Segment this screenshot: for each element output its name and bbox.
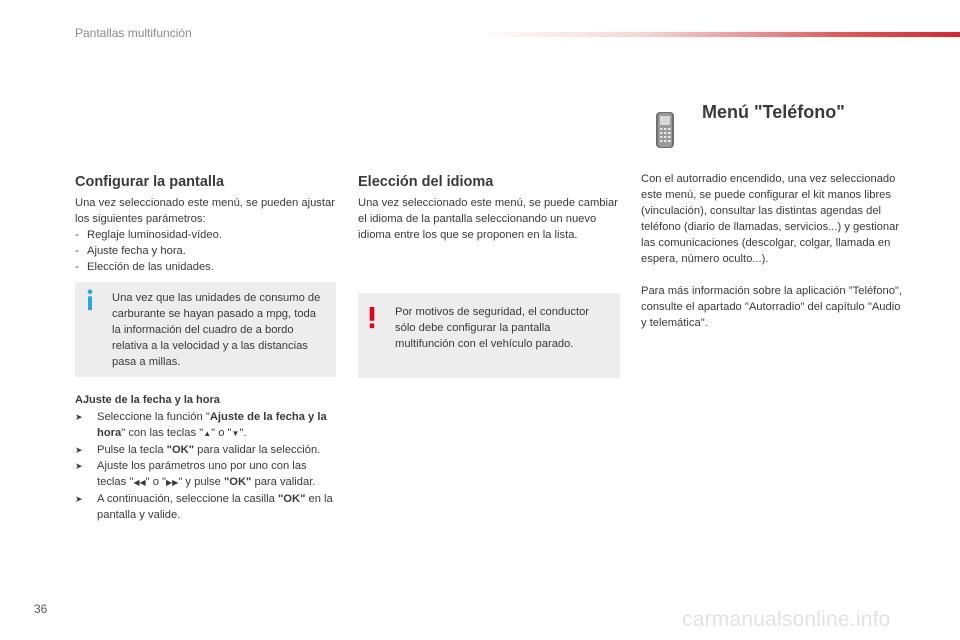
down-arrow-icon: ▼ — [231, 429, 240, 438]
date-time-steps — [75, 409, 337, 523]
section-heading-language: Elección del idioma — [358, 174, 494, 190]
fast-forward-icon: ▶▶ — [166, 478, 179, 487]
step-item: ➤ Ajuste los parámetros uno por uno con las teclas "◀◀" o "▶▶" y pulse "OK" para validar. — [75, 460, 316, 488]
header-accent-bar — [470, 32, 960, 37]
info-box — [75, 282, 336, 377]
language-intro: Una vez seleccionado este menú, se puede cambiar el idioma de la pantalla seleccionando un nuevo idioma entre los que se proponen en la lista. — [358, 197, 618, 241]
info-icon — [85, 289, 95, 311]
list-item: - Elección de las unidades. — [75, 261, 214, 273]
phone-icon — [654, 110, 676, 150]
phone-paragraph-1: Con el autorradio encendido, una vez seleccionado este menú, se puede configurar el kit manos libres (vinculación), consultar las distintas agendas del teléfono (diario de llamadas, servicios...) y gestionar las comunicaciones (descolgar, colgar, llamada en espera, número oculto...). — [641, 173, 900, 265]
page-number: 36 — [34, 602, 48, 616]
section-heading-display: Configurar la pantalla — [75, 174, 225, 190]
step-item: ➤ A continuación, seleccione la casilla "OK" en la pantalla y valide. — [75, 493, 333, 521]
phone-paragraph-2: Para más información sobre la aplicación "Teléfono", consulte el apartado "Autorradio" del capítulo "Audio y telemática". — [641, 285, 903, 329]
list-item: - Reglaje luminosidad-vídeo. — [75, 229, 222, 241]
warning-box — [358, 293, 620, 378]
step-item: ➤ Seleccione la función "Ajuste de la fecha y la hora" con las teclas "▲" o "▼". — [75, 411, 327, 439]
warning-text: Por motivos de seguridad, el conductor sólo debe configurar la pantalla multifunción con el vehículo parado. — [395, 306, 590, 350]
warning-icon — [368, 307, 376, 329]
date-time-sub-heading: AJuste de la fecha y la hora — [75, 394, 220, 406]
running-header: Pantallas multifunción — [75, 26, 192, 40]
list-item: - Ajuste fecha y hora. — [75, 245, 186, 257]
rewind-icon: ◀◀ — [133, 478, 146, 487]
step-item: ➤ Pulse la tecla "OK" para validar la selección. — [75, 444, 321, 456]
phone-menu-title: Menú "Teléfono" — [702, 102, 845, 122]
display-intro: Una vez seleccionado este menú, se pueden ajustar los siguientes parámetros: — [75, 197, 335, 225]
up-arrow-icon: ▲ — [203, 429, 212, 438]
info-text: Una vez que las unidades de consumo de carburante se hayan pasado a mpg, toda la información del cuadro de a bordo relativa a la velocidad y a las distancias pasa a millas. — [112, 292, 321, 368]
display-param-list — [75, 227, 337, 275]
watermark: carmanualsonline.info — [682, 608, 891, 631]
